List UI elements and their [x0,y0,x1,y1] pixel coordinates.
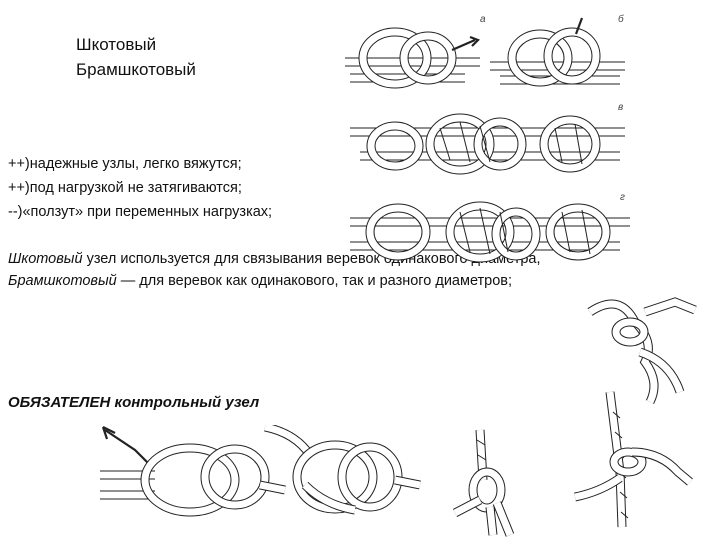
sheet-bend-term: Шкотовый [8,251,83,267]
pros-cons-list [8,152,272,224]
pro-item-2: ++)под нагрузкой не затягиваются; [8,180,242,196]
pro-item-1: ++)надежные узлы, легко вяжутся; [8,156,242,172]
double-sheet-bend-term: Брамшкотовый [8,273,117,289]
knot-illustration-v [340,100,630,180]
double-sheet-bend-text: — для веревок как одинакового, так и разного диаметров; [116,273,513,289]
title-line-1: Шкотовый [76,35,157,54]
description-double-sheet-bend [8,270,541,292]
knot-figure-a-b [340,10,630,100]
knot-figure-hanging [560,282,710,532]
sheet-bend-text: узел используется для связывания веревок одинакового диаметра, [82,251,541,267]
figure-label-v: в [618,102,624,113]
con-item-1: --)«ползут» при переменных нагрузках; [8,204,273,220]
figure-label-b: б [618,14,624,25]
slide-title [76,32,196,82]
warning-text: ОБЯЗАТЕЛЕН контрольный узел [8,394,260,411]
knot-illustration-hanging [560,282,710,532]
figure-label-g: г [620,192,625,203]
knot-figure-g [340,190,630,270]
figure-label-a: а [480,14,486,25]
knot-illustration-bottom [95,425,570,537]
knot-figure-v [340,100,630,180]
title-line-2: Брамшкотовый [76,60,196,79]
knot-figure-bottom [95,425,570,537]
knot-illustration-g [340,190,630,270]
